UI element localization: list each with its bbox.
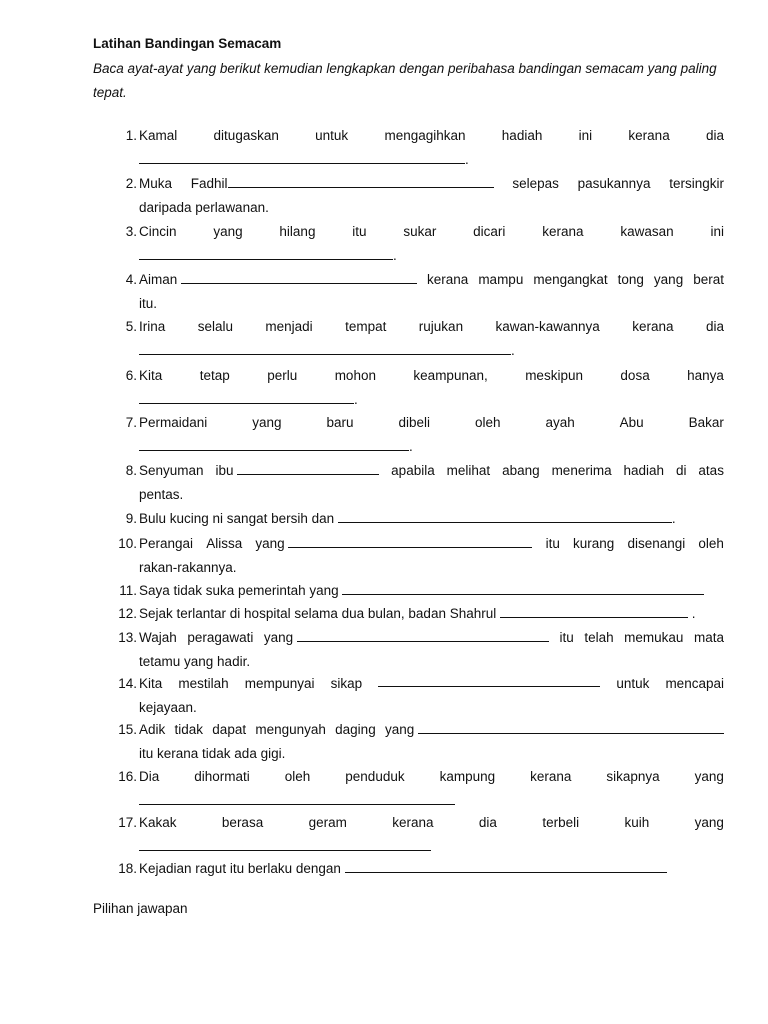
word: hadiah xyxy=(501,128,543,143)
word: kerana xyxy=(392,815,434,830)
answer-blank[interactable] xyxy=(342,580,704,595)
word: berasa xyxy=(221,815,264,830)
line-text: rakan-rakannya. xyxy=(139,560,237,575)
word: dia xyxy=(705,128,724,143)
word: dibeli xyxy=(398,415,430,430)
question-number: 10. xyxy=(118,536,137,551)
word: di xyxy=(675,463,687,478)
word: itu xyxy=(559,630,574,645)
word: kerana xyxy=(427,272,469,287)
question-item xyxy=(113,315,724,363)
question-number: 6. xyxy=(125,368,137,383)
word: dia xyxy=(478,815,497,830)
word: sukar xyxy=(403,224,437,239)
question-number: 11. xyxy=(119,583,137,598)
question-item xyxy=(113,268,724,316)
word: terbeli xyxy=(542,815,580,830)
word: yang xyxy=(255,536,285,551)
answer-blank[interactable] xyxy=(181,269,417,284)
word: berat xyxy=(693,272,724,287)
word: selepas xyxy=(512,176,559,191)
word: Dia xyxy=(139,769,160,784)
answer-blank[interactable] xyxy=(338,508,672,523)
word: Kita xyxy=(139,676,163,691)
word: tetap xyxy=(199,368,230,383)
word: mestilah xyxy=(178,676,229,691)
word: dihormati xyxy=(194,769,250,784)
word: kerana xyxy=(632,319,674,334)
question-number: 3. xyxy=(125,224,137,239)
answer-blank[interactable] xyxy=(378,672,600,687)
word: mampu xyxy=(478,272,524,287)
question-item xyxy=(113,811,724,859)
word: sikap xyxy=(330,676,363,691)
word: rujukan xyxy=(418,319,464,334)
question-text-end: . xyxy=(671,511,676,526)
word: kerana xyxy=(628,128,670,143)
word: meskipun xyxy=(525,368,583,383)
word: tersingkir xyxy=(669,176,724,191)
word: ditugaskan xyxy=(213,128,279,143)
worksheet-title: Latihan Bandingan Semacam xyxy=(93,36,282,51)
question-number: 2. xyxy=(125,176,137,191)
answer-blank[interactable] xyxy=(139,790,455,805)
line-text: kejayaan. xyxy=(139,700,197,715)
instruction-text: Baca ayat-ayat yang berikut kemudian lengkapkan dengan peribahasa bandingan semacam yang paling tepat. xyxy=(93,61,717,100)
word: ibu xyxy=(215,463,234,478)
word: yang xyxy=(263,630,294,645)
question-number: 7. xyxy=(125,415,137,430)
answer-blank[interactable] xyxy=(139,245,393,260)
word: Alissa xyxy=(206,536,243,551)
word: dicari xyxy=(473,224,506,239)
word: Bakar xyxy=(688,415,724,430)
word: kerana xyxy=(542,224,584,239)
line-text: . xyxy=(465,152,469,167)
question-item xyxy=(113,532,724,580)
line-text: tetamu yang hadir. xyxy=(139,654,251,669)
question-number: 1. xyxy=(125,128,137,143)
word: Adik xyxy=(139,722,166,737)
question-item xyxy=(113,507,724,531)
question-item xyxy=(113,459,724,507)
word: Permaidani xyxy=(139,415,208,430)
word: tidak xyxy=(174,722,204,737)
word: dapat xyxy=(212,722,247,737)
word: penduduk xyxy=(345,769,405,784)
answer-blank[interactable] xyxy=(139,436,409,451)
word: menerima xyxy=(551,463,612,478)
line-text: daripada perlawanan. xyxy=(139,200,269,215)
question-item xyxy=(113,626,724,674)
word: selalu xyxy=(197,319,233,334)
word: Muka xyxy=(139,176,173,191)
word: itu xyxy=(352,224,367,239)
line-text: . xyxy=(409,439,413,454)
question-item xyxy=(113,172,724,220)
word: kampung xyxy=(439,769,496,784)
word: Kita xyxy=(139,368,163,383)
word: dosa xyxy=(620,368,650,383)
word: Perangai xyxy=(139,536,194,551)
question-item xyxy=(113,364,724,412)
word: kurang xyxy=(573,536,615,551)
word: daging xyxy=(335,722,376,737)
question-number: 13. xyxy=(118,630,137,645)
word: untuk xyxy=(315,128,349,143)
word: yang xyxy=(213,224,243,239)
word: untuk xyxy=(616,676,650,691)
question-number: 8. xyxy=(125,463,137,478)
line-text: itu kerana tidak ada gigi. xyxy=(139,746,286,761)
word: ini xyxy=(710,224,724,239)
word: sikapnya xyxy=(606,769,660,784)
word: kawan-kawannya xyxy=(495,319,600,334)
question-number: 9. xyxy=(125,511,137,526)
word: mengagihkan xyxy=(384,128,466,143)
word: Cincin xyxy=(139,224,177,239)
word: mengangkat xyxy=(533,272,608,287)
question-item xyxy=(113,411,724,459)
word: perlu xyxy=(267,368,298,383)
word: pasukannya xyxy=(577,176,651,191)
word: yang xyxy=(694,815,724,830)
answer-blank[interactable] xyxy=(288,533,532,548)
question-item xyxy=(113,857,724,881)
question-item xyxy=(113,124,724,172)
word: mohon xyxy=(334,368,376,383)
word: Kakak xyxy=(139,815,177,830)
line-text: itu. xyxy=(139,296,158,311)
word: Aiman xyxy=(139,272,178,287)
word: Abu xyxy=(619,415,644,430)
line-text: . xyxy=(393,248,397,263)
line-text: . xyxy=(511,343,515,358)
word: kawasan xyxy=(620,224,674,239)
word: oleh xyxy=(474,415,501,430)
question-number: 17. xyxy=(118,815,137,830)
answer-blank[interactable] xyxy=(297,627,549,642)
word: baru xyxy=(326,415,354,430)
answer-options-heading: Pilihan jawapan xyxy=(93,901,188,916)
word: yang xyxy=(252,415,282,430)
answer-blank[interactable] xyxy=(139,149,465,164)
question-number: 16. xyxy=(118,769,137,784)
question-text: Sejak terlantar di hospital selama dua bulan, badan Shahrul xyxy=(139,606,497,621)
question-text-end: . xyxy=(688,606,696,621)
question-number: 18. xyxy=(118,861,137,876)
answer-blank[interactable] xyxy=(139,340,511,355)
word: hilang xyxy=(279,224,316,239)
question-number: 12. xyxy=(118,606,137,621)
word: Irina xyxy=(139,319,166,334)
question-item xyxy=(113,765,724,813)
question-item xyxy=(113,672,724,720)
word: ayah xyxy=(545,415,575,430)
word: atas xyxy=(698,463,724,478)
question-number: 4. xyxy=(125,272,137,287)
word: kuih xyxy=(624,815,650,830)
answer-blank[interactable] xyxy=(139,836,431,851)
question-text: Saya tidak suka pemerintah yang xyxy=(139,583,339,598)
word: abang xyxy=(502,463,540,478)
word: geram xyxy=(308,815,347,830)
question-number: 14. xyxy=(118,676,137,691)
word: yang xyxy=(653,272,684,287)
word: mata xyxy=(693,630,724,645)
answer-blank[interactable] xyxy=(139,389,354,404)
word: telah xyxy=(584,630,614,645)
word: hadiah xyxy=(623,463,665,478)
question-item xyxy=(113,579,724,603)
question-text: Bulu kucing ni sangat bersih dan xyxy=(139,511,335,526)
question-item xyxy=(113,220,724,268)
word: mengunyah xyxy=(255,722,326,737)
word: melihat xyxy=(446,463,491,478)
question-item xyxy=(113,602,724,626)
word: itu xyxy=(545,536,560,551)
answer-blank[interactable] xyxy=(237,460,379,475)
word: disenangi xyxy=(627,536,686,551)
word: dia xyxy=(705,319,724,334)
word: ini xyxy=(578,128,593,143)
word: oleh xyxy=(284,769,311,784)
word: hanya xyxy=(687,368,724,383)
word: keampunan, xyxy=(413,368,488,383)
word: mempunyai xyxy=(244,676,315,691)
word: oleh xyxy=(698,536,724,551)
word: tempat xyxy=(345,319,387,334)
question-item xyxy=(113,718,724,766)
word: tong xyxy=(617,272,644,287)
word: menjadi xyxy=(265,319,313,334)
word: yang xyxy=(384,722,415,737)
word: Senyuman xyxy=(139,463,204,478)
question-text: Kejadian ragut itu berlaku dengan xyxy=(139,861,341,876)
word: memukau xyxy=(624,630,684,645)
word: apabila xyxy=(391,463,435,478)
answer-blank[interactable] xyxy=(500,603,688,618)
line-text: pentas. xyxy=(139,487,184,502)
word: mencapai xyxy=(665,676,724,691)
question-number: 15. xyxy=(118,722,137,737)
word: Kamal xyxy=(139,128,178,143)
word: kerana xyxy=(530,769,572,784)
line-text: . xyxy=(354,392,358,407)
word: Wajah xyxy=(139,630,177,645)
question-number: 5. xyxy=(125,319,137,334)
answer-blank[interactable] xyxy=(345,858,667,873)
word: Fadhil xyxy=(190,176,228,191)
word: peragawati xyxy=(187,630,254,645)
answer-blank[interactable] xyxy=(418,719,724,734)
answer-blank[interactable] xyxy=(228,173,494,188)
word: yang xyxy=(694,769,724,784)
